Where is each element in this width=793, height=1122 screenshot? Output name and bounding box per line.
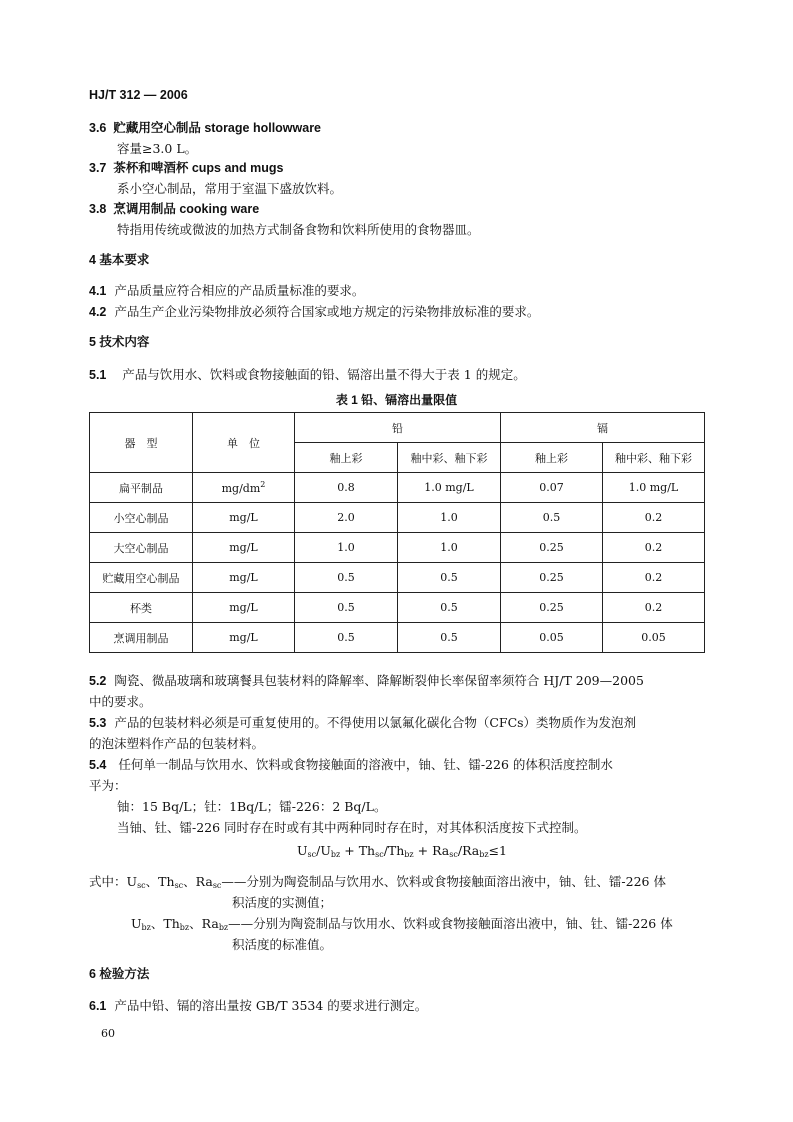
col-header-type: 器 型 [90, 413, 193, 473]
standard-subscript: bz [330, 850, 341, 859]
table-row [90, 473, 705, 503]
section-3-8-title [89, 199, 259, 217]
cell-cadmium-inglaze: 0.2 [603, 503, 705, 533]
cell-type: 烹调用制品 [90, 623, 193, 653]
separator: 、 [150, 916, 164, 931]
section-3-7-body: 系小空心制品，常用于室温下盛放饮料。 [117, 181, 343, 196]
standard-subscript: bz [479, 850, 489, 859]
thorium-symbol: Th [358, 843, 376, 858]
cell-lead-inglaze: 1.0 [398, 503, 501, 533]
standard-description: ——分别为陶瓷制品与饮用水、饮料或食物接触面溶出液中，铀、钍、镭-226 体 [228, 916, 673, 931]
section-4-heading: 4 基本要求 [89, 253, 150, 267]
col-header-cadmium: 镉 [501, 413, 705, 443]
section-title: 贮藏用空心制品 storage hollowware [113, 121, 322, 135]
section-5-2-cont: 中的要求。 [89, 694, 152, 709]
paragraph-text: 产品与饮用水、饮料或食物接触面的铅、镉溶出量不得大于表 1 的规定。 [122, 367, 526, 382]
section-number: 4.2 [89, 305, 107, 319]
cell-cadmium-overglaze: 0.07 [501, 473, 603, 503]
radium-symbol: Ra [462, 843, 480, 858]
operator-plus: + [344, 843, 355, 858]
cell-cadmium-overglaze: 0.25 [501, 593, 603, 623]
operator-divide: / [383, 843, 388, 858]
section-4-2 [89, 302, 539, 320]
section-5-2 [89, 671, 644, 689]
section-3-6-title [89, 118, 321, 136]
measured-subscript: sc [174, 881, 184, 890]
where-label: 式中： [89, 874, 127, 889]
cell-cadmium-inglaze: 0.2 [603, 533, 705, 563]
separator: 、 [183, 874, 196, 889]
section-6-1 [89, 996, 427, 1014]
cell-cadmium-overglaze: 0.25 [501, 563, 603, 593]
measured-subscript: sc [307, 850, 317, 859]
cell-unit: mg/L [193, 503, 295, 533]
separator: 、 [145, 874, 159, 889]
cell-type: 小空心制品 [90, 503, 193, 533]
col-subheader-inglaze: 釉中彩、釉下彩 [603, 443, 705, 473]
section-4-1 [89, 281, 364, 299]
section-title: 烹调用制品 cooking ware [113, 202, 260, 216]
activity-limits: 铀：15 Bq/L；钍：1Bq/L；镭-226：2 Bq/L。 [117, 799, 387, 814]
section-number: 5.2 [89, 674, 107, 688]
standard-subscript: bz [218, 923, 229, 932]
col-header-lead: 铅 [295, 413, 501, 443]
separator: 、 [189, 916, 202, 931]
page-number: 60 [101, 1027, 115, 1040]
table-row [90, 563, 705, 593]
thorium-symbol: Th [163, 916, 180, 931]
cell-unit: mg/L [193, 533, 295, 563]
cell-unit [193, 473, 295, 503]
section-6-heading: 6 检验方法 [89, 967, 150, 981]
section-number: 5.3 [89, 716, 107, 730]
where-line-1-cont: 积活度的实测值； [232, 895, 333, 910]
section-number: 5.1 [89, 368, 107, 382]
cell-unit: mg/L [193, 593, 295, 623]
paragraph-text: 产品的包装材料必须是可重复使用的。不得使用以氯氟化碳化合物（CFCs）类物质作为发泡剂 [114, 715, 637, 730]
cell-cadmium-inglaze: 0.2 [603, 563, 705, 593]
unit-base: mg/dm [221, 482, 261, 495]
limits-table [89, 412, 705, 653]
section-5-3 [89, 713, 636, 731]
standard-subscript: bz [141, 923, 151, 932]
standard-subscript: bz [404, 850, 414, 859]
measured-subscript: sc [212, 881, 222, 890]
paragraph-text: 产品生产企业污染物排放必须符合国家或地方规定的污染物排放标准的要求。 [114, 304, 540, 319]
radium-symbol: Ra [201, 916, 219, 931]
cell-lead-inglaze: 0.5 [398, 623, 501, 653]
col-header-unit: 单 位 [193, 413, 295, 473]
section-5-4 [89, 755, 613, 773]
cell-lead-overglaze: 0.5 [295, 563, 398, 593]
uranium-symbol: U [126, 874, 138, 889]
section-5-1 [89, 365, 526, 383]
operator-divide: / [457, 843, 463, 858]
uranium-symbol: U [297, 843, 308, 858]
cell-lead-overglaze: 2.0 [295, 503, 398, 533]
cell-lead-inglaze: 0.5 [398, 593, 501, 623]
standard-subscript: bz [179, 923, 190, 932]
table-row [90, 533, 705, 563]
col-subheader-overglaze: 釉上彩 [501, 443, 603, 473]
table-row [90, 593, 705, 623]
measured-subscript: sc [449, 850, 458, 859]
cell-lead-overglaze: 0.5 [295, 623, 398, 653]
combined-control-note: 当铀、钍、镭-226 同时存在时或有其中两种同时存在时，对其体积活度按下式控制。 [117, 820, 587, 835]
section-5-4-cont: 平为： [89, 778, 127, 793]
operator-divide: / [316, 843, 321, 858]
uranium-symbol: U [320, 843, 331, 858]
section-5-heading: 5 技术内容 [89, 335, 150, 349]
paragraph-text: 陶瓷、微晶玻璃和玻璃餐具包装材料的降解率、降解断裂伸长率保留率须符合 HJ/T 209—2005 [114, 673, 644, 688]
cell-cadmium-overglaze: 0.05 [501, 623, 603, 653]
cell-cadmium-overglaze: 0.5 [501, 503, 603, 533]
cell-unit: mg/L [193, 563, 295, 593]
measured-subscript: sc [137, 881, 146, 890]
col-subheader-inglaze: 釉中彩、釉下彩 [398, 443, 501, 473]
section-5-3-cont: 的泡沫塑料作产品的包装材料。 [89, 736, 265, 751]
cell-cadmium-inglaze: 0.2 [603, 593, 705, 623]
cell-type: 扁平制品 [90, 473, 193, 503]
cell-lead-overglaze: 0.8 [295, 473, 398, 503]
table-row [90, 623, 705, 653]
operator-le: ≤ [488, 843, 500, 858]
cell-type: 贮藏用空心制品 [90, 563, 193, 593]
cell-lead-overglaze: 1.0 [295, 533, 398, 563]
cell-type: 杯类 [90, 593, 193, 623]
operator-plus: + [417, 843, 429, 858]
where-line-1 [89, 872, 666, 890]
thorium-symbol: Th [387, 843, 405, 858]
table-caption: 表 1 铅、镉溶出量限值 [335, 393, 458, 407]
table-row [90, 503, 705, 533]
formula-rhs: 1 [499, 843, 507, 858]
section-3-7-title [89, 158, 284, 176]
section-number: 6.1 [89, 999, 107, 1013]
radium-symbol: Ra [195, 874, 213, 889]
measured-subscript: sc [375, 850, 384, 859]
thorium-symbol: Th [158, 874, 175, 889]
paragraph-text: 产品质量应符合相应的产品质量标准的要求。 [114, 283, 365, 298]
cell-lead-inglaze: 1.0 mg/L [398, 473, 501, 503]
where-line-2-cont: 积活度的标准值。 [232, 937, 333, 952]
section-number: 5.4 [89, 758, 107, 772]
section-title: 茶杯和啤酒杯 cups and mugs [113, 161, 284, 175]
cell-cadmium-inglaze: 1.0 mg/L [603, 473, 705, 503]
section-number: 3.7 [89, 161, 107, 175]
cell-type: 大空心制品 [90, 533, 193, 563]
paragraph-text: 任何单一制品与饮用水、饮料或食物接触面的溶液中，铀、钍、镭-226 的体积活度控制水 [118, 757, 613, 772]
cell-unit: mg/L [193, 623, 295, 653]
paragraph-text: 产品中铅、镉的溶出量按 GB/T 3534 的要求进行测定。 [114, 998, 428, 1013]
col-subheader-overglaze: 釉上彩 [295, 443, 398, 473]
section-number: 3.8 [89, 202, 107, 216]
radium-symbol: Ra [432, 843, 450, 858]
where-line-2 [131, 914, 673, 932]
uranium-symbol: U [131, 916, 142, 931]
activity-formula [297, 843, 507, 859]
cell-cadmium-inglaze: 0.05 [603, 623, 705, 653]
cell-lead-inglaze: 0.5 [398, 563, 501, 593]
cell-cadmium-overglaze: 0.25 [501, 533, 603, 563]
section-number: 4.1 [89, 284, 107, 298]
unit-superscript: 2 [260, 480, 266, 489]
section-number: 3.6 [89, 121, 107, 135]
section-3-6-body: 容量≥3.0 L。 [117, 141, 198, 156]
cell-lead-overglaze: 0.5 [295, 593, 398, 623]
measured-description: ——分别为陶瓷制品与饮用水、饮料或食物接触面溶出液中，铀、钍、镭-226 体 [221, 874, 666, 889]
doc-code: HJ/T 312 — 2006 [89, 88, 188, 102]
cell-lead-inglaze: 1.0 [398, 533, 501, 563]
section-3-8-body: 特指用传统或微波的加热方式制备食物和饮料所使用的食物器皿。 [117, 222, 480, 237]
